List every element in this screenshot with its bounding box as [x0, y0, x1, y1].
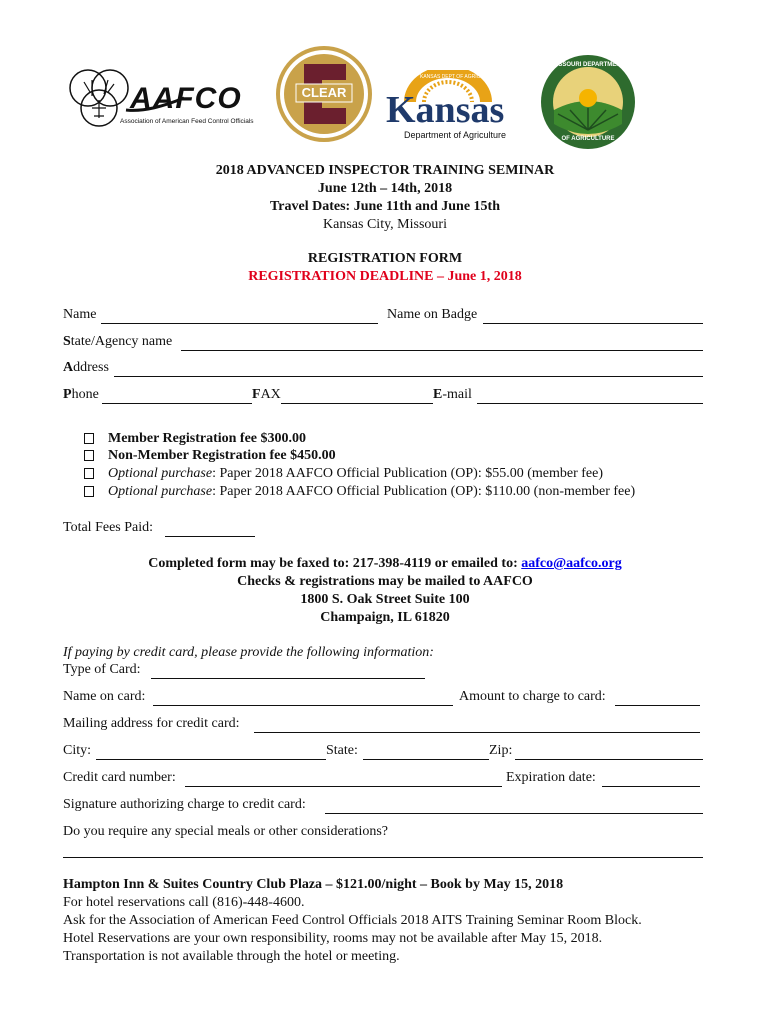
agency-label-initial: S [63, 334, 71, 349]
address-label [63, 360, 109, 376]
amount-field[interactable] [615, 705, 700, 706]
kansas-subtitle: Department of Agriculture [404, 130, 507, 140]
kansas-logo [384, 70, 510, 146]
email-label-initial: E [433, 387, 443, 402]
aafco-email-link[interactable]: aafco@aafco.org [521, 556, 622, 571]
email-label-rest: -mail [442, 387, 472, 402]
aafco-logo [64, 60, 262, 146]
hotel-phone: For hotel reservations call (816)-448-4600. [63, 895, 305, 910]
travel-dates: Travel Dates: June 11th and June 15th [270, 199, 500, 214]
city-label: City: [63, 743, 92, 758]
special-needs-field[interactable] [63, 857, 703, 858]
state-label: State: [326, 743, 358, 758]
phone-label [63, 387, 99, 403]
hotel-title: Hampton Inn & Suites Country Club Plaza – $121.00/night – Book by May 15, 2018 [63, 877, 564, 892]
missouri-seal-top-text: MISSOURI DEPARTMENT [551, 62, 625, 68]
expiration-label: Expiration date: [506, 770, 596, 785]
kansas-arc-text: KANSAS DEPT OF AGRICULTURE [420, 74, 500, 80]
fee-optional-member-rest: : Paper 2018 AAFCO Official Publication (OP): $55.00 (member fee) [212, 466, 603, 481]
name-on-card-label: Name on card: [63, 689, 146, 704]
fee-optional-non-member-rest: : Paper 2018 AAFCO Official Publication (OP): $110.00 (non-member fee) [212, 484, 636, 499]
seminar-location: Kansas City, Missouri [323, 217, 447, 232]
fee-optional-non-member-label [108, 484, 635, 500]
address-label-initial: A [63, 360, 74, 375]
name-on-card-field[interactable] [153, 705, 453, 706]
card-type-label: Type of Card: [63, 662, 141, 677]
signature-label: Signature authorizing charge to credit card: [63, 797, 306, 812]
fee-member-label: Member Registration fee $300.00 [108, 431, 307, 446]
signature-field[interactable] [325, 813, 703, 814]
badge-label: Name on Badge [387, 307, 478, 322]
credit-intro: If paying by credit card, please provide the following information: [63, 645, 434, 660]
fee-optional-non-member-italic: Optional purchase [108, 484, 213, 499]
fax-field[interactable] [281, 403, 433, 404]
agency-label-rest: tate/Agency name [70, 334, 173, 349]
agency-field[interactable] [181, 350, 703, 351]
expiration-field[interactable] [602, 786, 700, 787]
fee-optional-non-member-checkbox[interactable] [84, 486, 94, 497]
phone-field[interactable] [102, 403, 252, 404]
mailing-address-label: Mailing address for credit card: [63, 716, 240, 731]
registration-deadline: REGISTRATION DEADLINE – June 1, 2018 [248, 269, 522, 284]
state-field[interactable] [363, 759, 489, 760]
total-fees-field[interactable] [165, 536, 255, 537]
fee-non-member-label: Non-Member Registration fee $450.00 [108, 448, 336, 463]
fax-email-line [0, 556, 770, 572]
fee-optional-member-label [108, 466, 603, 482]
missouri-agriculture-seal [540, 54, 636, 150]
fee-optional-member-checkbox[interactable] [84, 468, 94, 479]
fee-member-checkbox[interactable] [84, 433, 94, 444]
mail-line: Checks & registrations may be mailed to AAFCO [237, 574, 533, 589]
address-label-rest: ddress [73, 360, 109, 375]
agency-label [63, 334, 172, 350]
card-number-field[interactable] [185, 786, 502, 787]
address-field[interactable] [114, 376, 703, 377]
phone-label-rest: hone [71, 387, 99, 402]
hotel-transportation: Transportation is not available through the hotel or meeting. [63, 949, 400, 964]
aafco-wordmark: AAFCO [130, 82, 242, 115]
phone-label-initial: P [63, 387, 72, 402]
mail-city: Champaign, IL 61820 [320, 610, 450, 625]
fee-non-member-checkbox[interactable] [84, 450, 94, 461]
badge-field[interactable] [483, 323, 703, 324]
card-type-field[interactable] [151, 678, 425, 679]
card-number-label: Credit card number: [63, 770, 176, 785]
zip-label: Zip: [489, 743, 513, 758]
clear-logo [274, 42, 374, 146]
mailing-address-field[interactable] [254, 732, 700, 733]
fax-label-rest: AX [260, 387, 281, 402]
city-field[interactable] [96, 759, 326, 760]
form-title: REGISTRATION FORM [307, 251, 463, 266]
zip-field[interactable] [515, 759, 703, 760]
aafco-subtitle: Association of American Feed Control Officials [120, 118, 254, 125]
seminar-title: 2018 ADVANCED INSPECTOR TRAINING SEMINAR [215, 163, 555, 178]
missouri-seal-bottom-text: OF AGRICULTURE [561, 136, 615, 142]
fax-email-text: Completed form may be faxed to: 217-398-4119 or emailed to: [148, 556, 522, 571]
fax-label [252, 387, 281, 403]
hotel-responsibility: Hotel Reservations are your own responsibility, rooms may not be available after May 15, 2018. [63, 931, 603, 946]
kansas-wordmark: Kansas [386, 89, 505, 131]
fax-label-initial: F [252, 387, 261, 402]
mail-street: 1800 S. Oak Street Suite 100 [300, 592, 470, 607]
name-field[interactable] [101, 323, 378, 324]
seminar-dates: June 12th – 14th, 2018 [317, 181, 453, 196]
name-label: Name [63, 307, 97, 322]
amount-label: Amount to charge to card: [459, 689, 606, 704]
clear-wordmark: CLEAR [301, 85, 347, 100]
special-needs-label: Do you require any special meals or other considerations? [63, 824, 389, 839]
total-fees-label: Total Fees Paid: [63, 520, 154, 535]
email-label [433, 387, 472, 403]
fee-optional-member-italic: Optional purchase [108, 466, 213, 481]
email-field[interactable] [477, 403, 703, 404]
hotel-room-block: Ask for the Association of American Feed Control Officials 2018 AITS Training Seminar Room Block. [63, 913, 642, 928]
